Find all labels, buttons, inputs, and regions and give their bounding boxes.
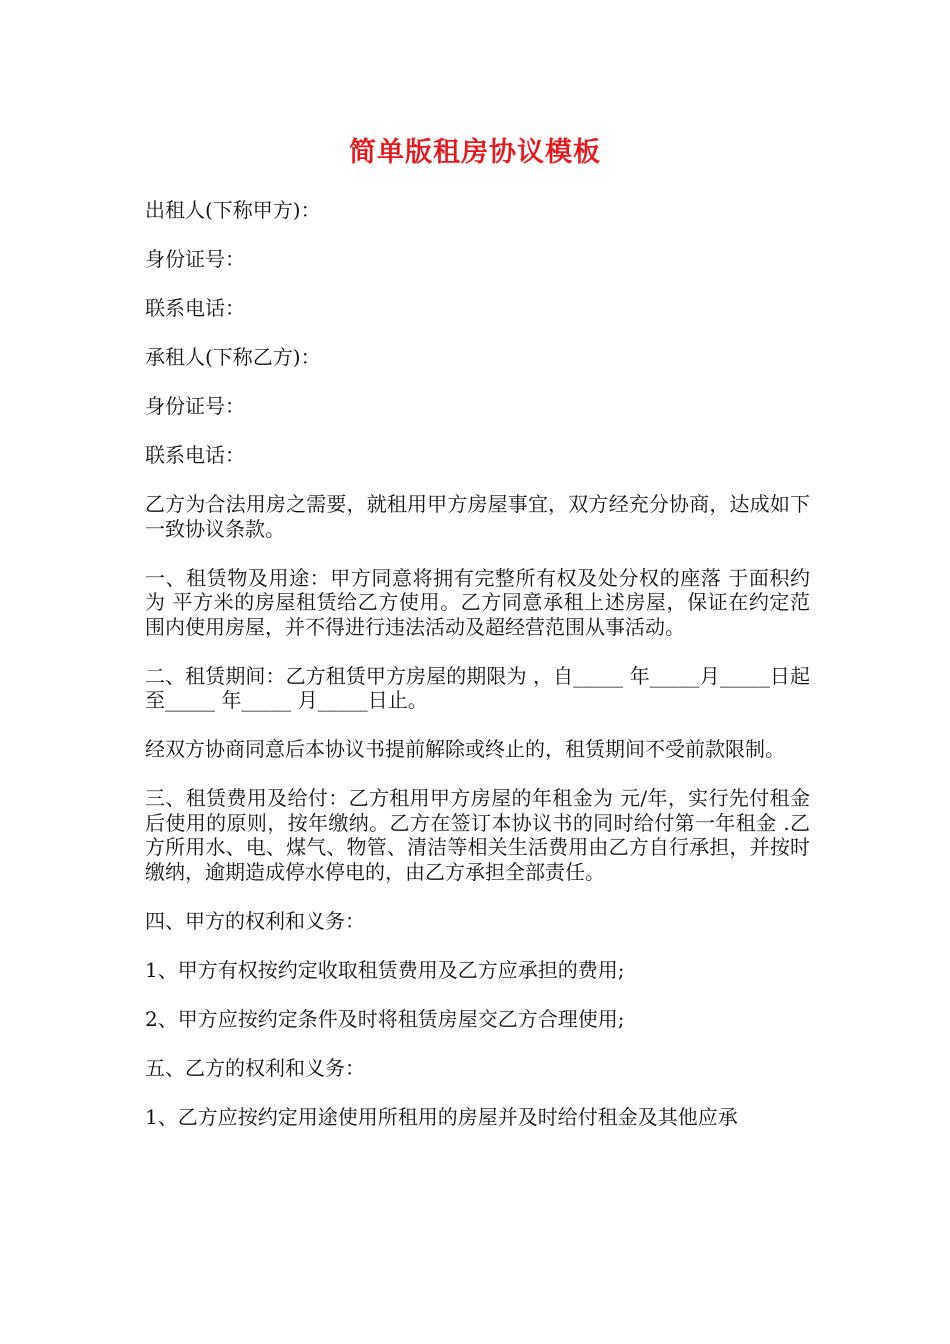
- lessee-name-line: 承租人(下称乙方)：: [145, 345, 321, 369]
- clause-1-paragraph: 一、租赁物及用途：甲方同意将拥有完整所有权及处分权的座落 于面积约为 平方米的房屋租赁给乙方使用。乙方同意承租上述房屋，保证在约定范围内使用房屋，并不得进行违法活动及超经营范围从事活动。: [145, 565, 810, 639]
- lessor-phone-line: 联系电话：: [145, 296, 245, 320]
- document-title: 简单版租房协议模板: [349, 137, 601, 168]
- clause-2-note-paragraph: 经双方协商同意后本协议书提前解除或终止的，租赁期间不受前款限制。: [145, 737, 785, 761]
- document-body: [145, 198, 810, 1154]
- lessee-id-line: 身份证号：: [145, 394, 245, 418]
- lessor-id-line: 身份证号：: [145, 247, 245, 271]
- clause-5-heading: 五、乙方的权利和义务：: [145, 1055, 365, 1080]
- clause-3-paragraph: 三、租赁费用及给付：乙方租用甲方房屋的年租金为 元/年，实行先付租金后使用的原则，按年缴纳。乙方在签订本协议书的同时给付第一年租金 .乙方所用水、电、煤气、物管、清洁等相关生活费用由乙方自行承担，并按时缴纳，逾期造成停水停电的，由乙方承担全部责任。: [145, 786, 810, 884]
- clause-4-item-2: 2、甲方应按约定条件及时将租赁房屋交乙方合理使用;: [145, 1006, 625, 1031]
- preamble-paragraph: 乙方为合法用房之需要，就租用甲方房屋事宜，双方经充分协商，达成如下一致协议条款。: [145, 492, 810, 541]
- lessor-name-line: 出租人(下称甲方)：: [145, 198, 321, 222]
- lessee-phone-line: 联系电话：: [145, 443, 245, 467]
- clause-2-paragraph: 二、租赁期间：乙方租赁甲方房屋的期限为 ，自_____ 年_____月_____日起至_____ 年_____ 月_____日止。: [145, 663, 810, 712]
- clause-5-item-1: 1、乙方应按约定用途使用所租用的房屋并及时给付租金及其他应承: [145, 1104, 738, 1129]
- clause-4-item-1: 1、甲方有权按约定收取租赁费用及乙方应承担的费用;: [145, 957, 625, 982]
- clause-4-heading: 四、甲方的权利和义务：: [145, 908, 365, 933]
